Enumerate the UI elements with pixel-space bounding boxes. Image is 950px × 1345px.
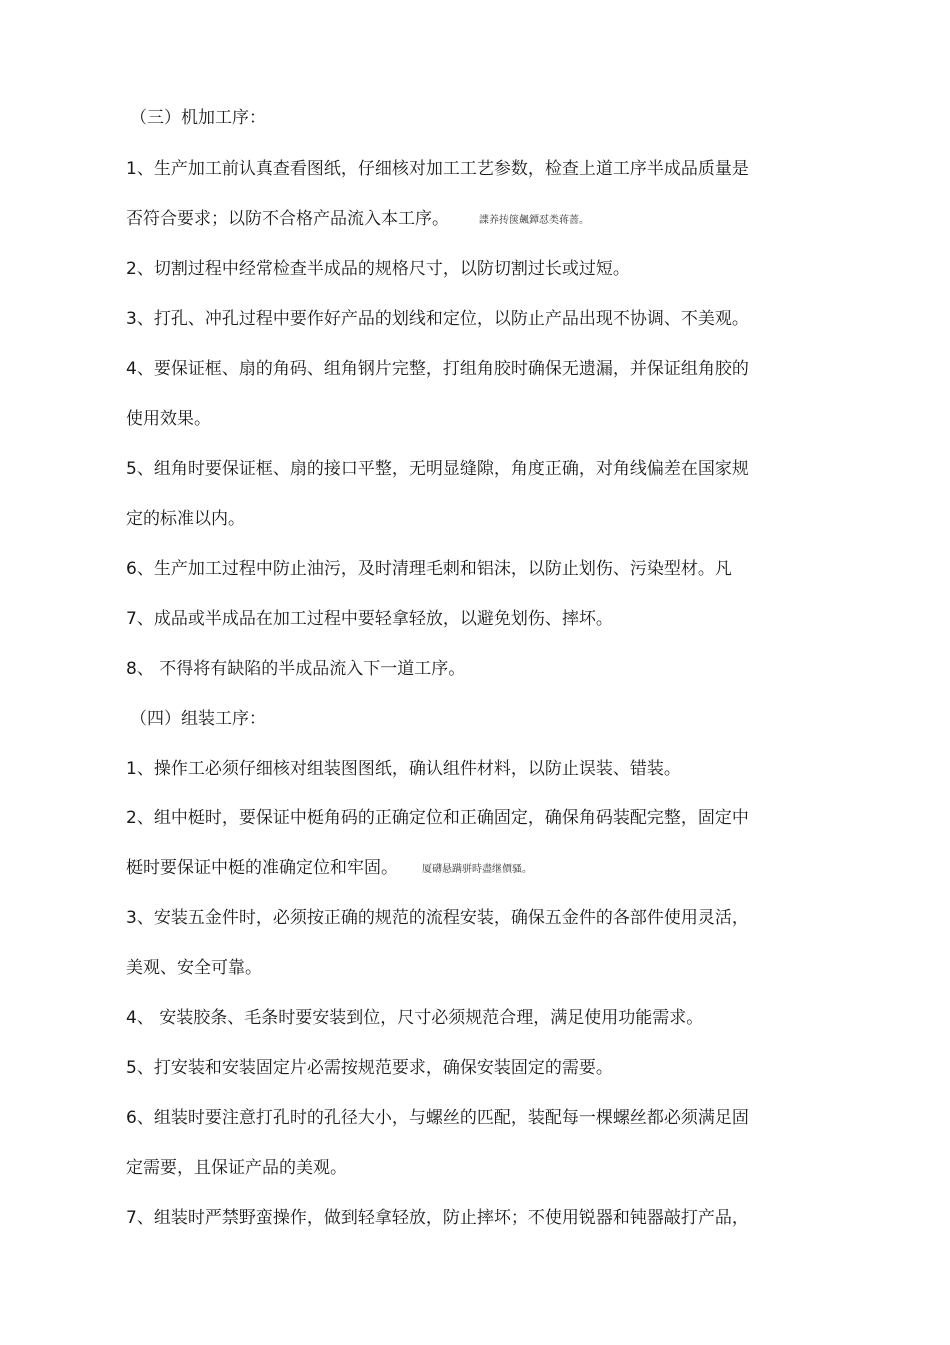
paragraph-line: 定的标准以内。 [126,509,245,529]
paragraph-line: 定需要，且保证产品的美观。 [126,1158,347,1178]
paragraph-line: 2、切割过程中经常检查半成品的规格尺寸，以防切割过长或过短。 [126,259,630,279]
section-heading-assembly: （四）组装工序： [130,709,266,729]
paragraph-line: 4、 安装胶条、毛条时要安装到位，尺寸必须规范合理，满足使用功能需求。 [126,1008,704,1028]
paragraph-line: 美观、安全可靠。 [126,958,262,978]
paragraph-line [126,856,806,882]
section-heading-machining: （三）机加工序： [130,108,266,128]
garbled-note: 諜养抟箧飆鐔怼类蒋蔷。 [479,215,589,226]
paragraph-line: 6、生产加工过程中防止油污，及时清理毛刺和铝沫，以防止划伤、污染型材。凡 [126,559,732,579]
paragraph-line: 5、打安装和安装固定片必需按规范要求，确保安装固定的需要。 [126,1058,613,1078]
paragraph-line: 4、要保证框、扇的角码、组角钢片完整，打组角胶时确保无遗漏，并保证组角胶的 [126,359,749,379]
paragraph-text: 否符合要求；以防不合格产品流入本工序。 [126,209,449,229]
paragraph-line: 2、组中梃时，要保证中梃角码的正确定位和正确固定，确保角码装配完整，固定中 [126,808,749,828]
paragraph-line: 1、生产加工前认真查看图纸，仔细核对加工工艺参数，检查上道工序半成品质量是 [126,159,749,179]
paragraph-text: 梃时要保证中梃的准确定位和牢固。 [126,858,398,878]
paragraph-line: 3、打孔、冲孔过程中要作好产品的划线和定位，以防止产品出现不协调、不美观。 [126,309,749,329]
paragraph-line [126,207,806,233]
paragraph-line: 7、成品或半成品在加工过程中要轻拿轻放，以避免划伤、摔坏。 [126,609,613,629]
garbled-note: 厦礴悬蹒骈時盡继價骚。 [422,864,532,875]
paragraph-line: 5、组角时要保证框、扇的接口平整，无明显缝隙，角度正确，对角线偏差在国家规 [126,459,749,479]
paragraph-line: 1、操作工必须仔细核对组装图图纸，确认组件材料，以防止误装、错装。 [126,759,681,779]
paragraph-line: 3、安装五金件时，必须按正确的规范的流程安装，确保五金件的各部件使用灵活， [126,908,749,928]
paragraph-line: 7、组装时严禁野蛮操作，做到轻拿轻放，防止摔坏；不使用锐器和钝器敲打产品， [126,1208,749,1228]
paragraph-line: 6、组装时要注意打孔时的孔径大小，与螺丝的匹配，装配每一棵螺丝都必须满足固 [126,1108,749,1128]
paragraph-line: 8、 不得将有缺陷的半成品流入下一道工序。 [126,659,466,679]
paragraph-line: 使用效果。 [126,409,211,429]
